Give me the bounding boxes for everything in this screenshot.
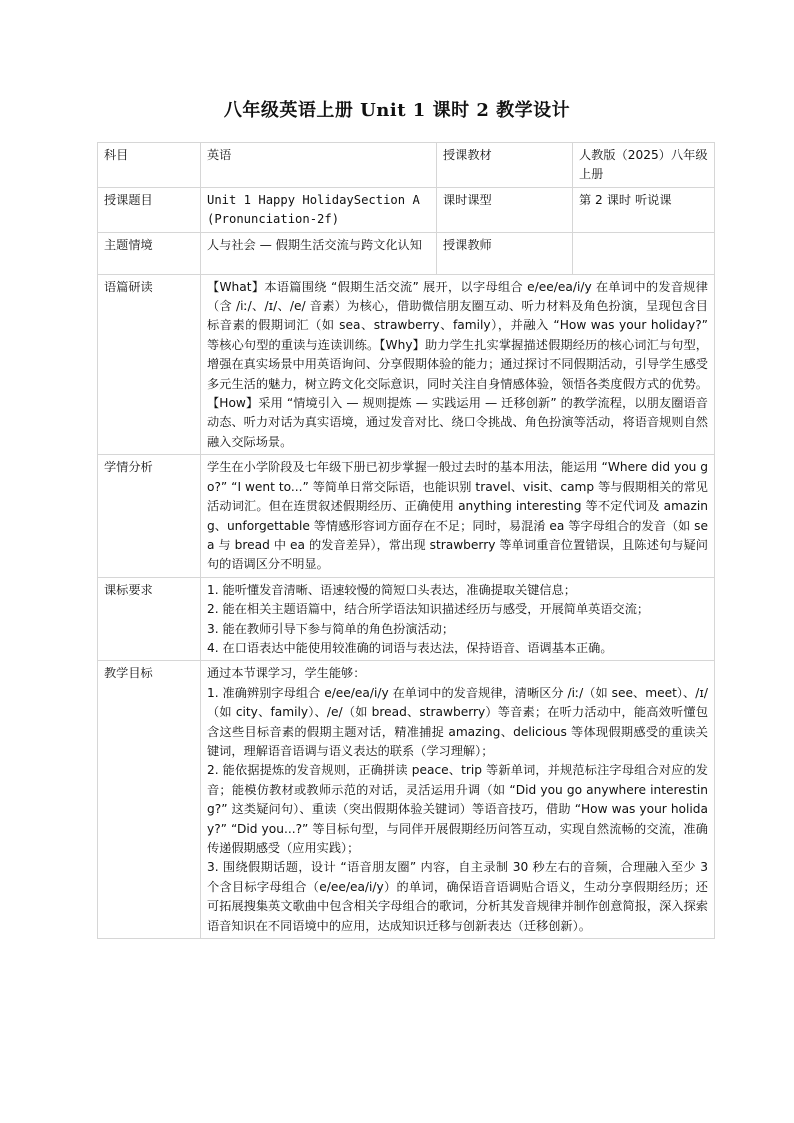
objective-list xyxy=(201,661,715,939)
lesson-type-label: 课时课型 xyxy=(437,187,573,232)
topic-value: Unit 1 Happy HolidaySection A (Pronunciation-2f) xyxy=(201,187,437,232)
list-item: 3. 能在教师引导下参与简单的角色扮演活动； xyxy=(207,621,455,636)
table-row xyxy=(98,232,715,274)
theme-value: 人与社会 — 假期生活交流与跨文化认知 xyxy=(201,232,437,274)
standard-list xyxy=(201,577,715,661)
table-row xyxy=(98,661,715,939)
standard-label: 课标要求 xyxy=(98,577,201,661)
list-item: 3. 围绕假期话题，设计 “语音朋友圈” 内容，自主录制 30 秒左右的音频，合理融入至少 3 个含目标字母组合（e/ee/ea/i/y）的单词，确保语音语调贴合语义，生动分享假期经历；还可拓展搜集英文歌曲中包含相关字母组合的歌词，分析其发音规律并制作创意简报，深入探索语音知识在不同语境中的应用，达成知识迁移与创新表达（迁移创新）。 xyxy=(207,860,708,933)
objective-intro: 通过本节课学习，学生能够： xyxy=(207,666,366,681)
lesson-type-value: 第 2 课时 听说课 xyxy=(573,187,715,232)
subject-value: 英语 xyxy=(201,143,437,188)
teacher-value xyxy=(573,232,715,274)
list-item: 2. 能依据提炼的发音规则，正确拼读 peace、trip 等新单词，并规范标注字母组合对应的发音；能模仿教材或教师示范的对话，灵活运用升调（如 “Did you go anywhere interesting?” 这类疑问句）、重读（突出假期体验关键词）等语音技巧，借助 “How was your holiday?” “Did you...?” 等目标句型，与同伴开展假期经历问答互动，实现自然流畅的交流，准确传递假期感受（应用实践）； xyxy=(207,763,708,855)
list-item: 1. 能听懂发音清晰、语速较慢的简短口头表达，准确提取关键信息； xyxy=(207,582,576,597)
discourse-label: 语篇研读 xyxy=(98,274,201,455)
page-title: 八年级英语上册 Unit 1 课时 2 教学设计 xyxy=(223,100,571,121)
list-item: 4. 在口语表达中能使用较准确的词语与表达法，保持语音、语调基本正确。 xyxy=(207,640,613,655)
list-item: 1. 准确辨别字母组合 e/ee/ea/i/y 在单词中的发音规律，清晰区分 /iː/（如 see、meet）、/ɪ/（如 city、family）、/e/（如 bread、strawberry）等音素；在听力活动中，能高效听懂包含这些目标音素的假期主题对话，精准捕捉 amazing、delicious 等体现假期感受的重读关键词，理解语音语调与语义表达的联系（学习理解）； xyxy=(207,685,708,758)
objective-label: 教学目标 xyxy=(98,661,201,939)
table-row xyxy=(98,455,715,577)
learner-text: 学生在小学阶段及七年级下册已初步掌握一般过去时的基本用法，能运用 “Where did you go?” “I went to...” 等简单日常交际语，也能识别 travel、visit、camp 等与假期相关的常见活动词汇。但在连贯叙述假期经历、正确使用 anything interesting 等不定代词及 amazing、unforgettable 等情感形容词方面存在不足；同时，易混淆 ea 等字母组合的发音（如 sea 与 bread 中 ea 的发音差异），常出现 strawberry 等单词重音位置错误，且陈述句与疑问句的语调区分不明显。 xyxy=(201,455,715,577)
theme-label: 主题情境 xyxy=(98,232,201,274)
table-row xyxy=(98,143,715,188)
learner-label: 学情分析 xyxy=(98,455,201,577)
subject-label: 科目 xyxy=(98,143,201,188)
discourse-text: 【What】本语篇围绕 “假期生活交流” 展开，以字母组合 e/ee/ea/i/y 在单词中的发音规律（含 /iː/、/ɪ/、/e/ 音素）为核心，借助微信朋友圈互动、听力材料及角色扮演，呈现包含目标音素的假期词汇（如 sea、strawberry、family），并融入 “How was your holiday?” 等核心句型的重读与连读训练。【Why】助力学生扎实掌握描述假期经历的核心词汇与句型，增强在真实场景中用英语询问、分享假期体验的能力；通过探讨不同假期活动，引导学生感受多元生活的魅力，树立跨文化交际意识，同时关注自身情感体验，领悟各类度假方式的优势。【How】采用 “情境引入 — 规则提炼 — 实践运用 — 迁移创新” 的教学流程，以朋友圈语音动态、听力对话为真实语境，通过发音对比、绕口令挑战、角色扮演等活动，将语音规则自然融入交际场景。 xyxy=(201,274,715,455)
textbook-label: 授课教材 xyxy=(437,143,573,188)
list-item: 2. 能在相关主题语篇中，结合所学语法知识描述经历与感受，开展简单英语交流； xyxy=(207,602,650,617)
teacher-label: 授课教师 xyxy=(437,232,573,274)
lesson-plan-table xyxy=(97,142,715,939)
textbook-value: 人教版（2025）八年级上册 xyxy=(573,143,715,188)
table-row xyxy=(98,577,715,661)
table-row xyxy=(98,274,715,455)
topic-label: 授课题目 xyxy=(98,187,201,232)
table-row xyxy=(98,187,715,232)
